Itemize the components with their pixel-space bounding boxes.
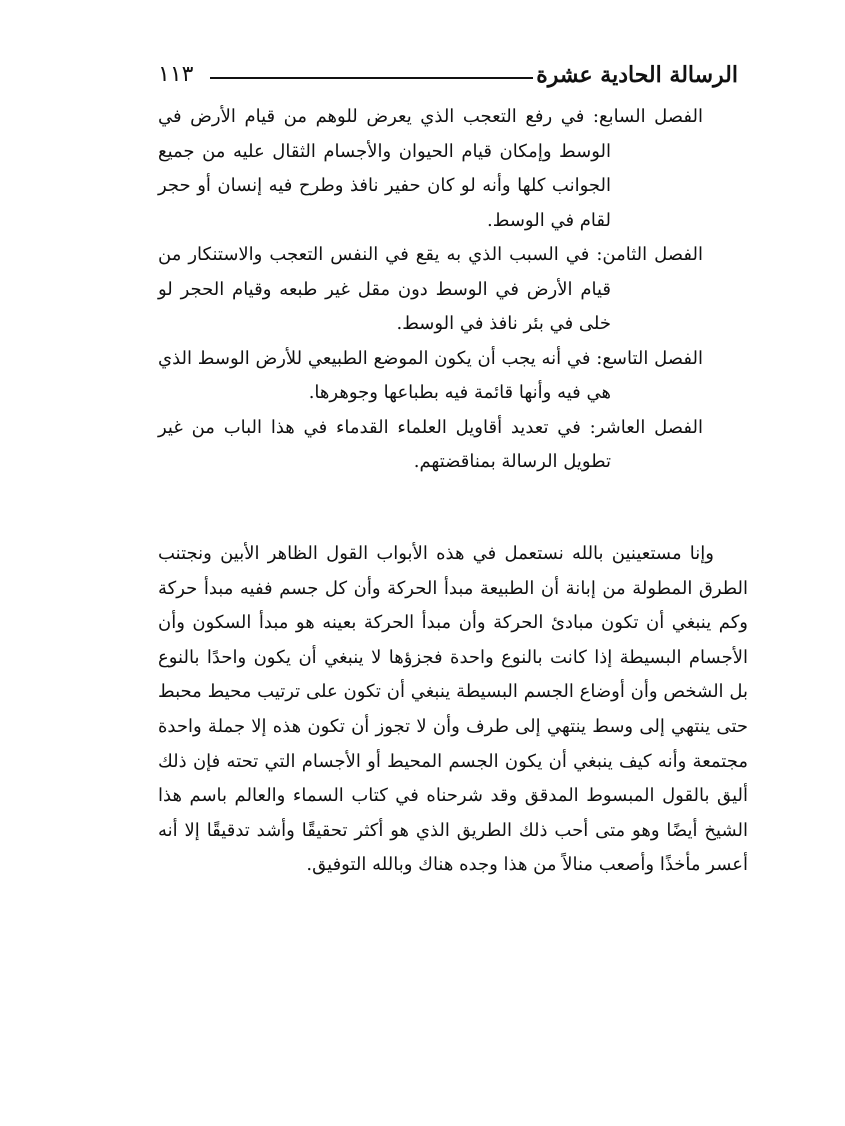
chapter-entry-10: [158, 411, 703, 480]
chapter-entry-9: [158, 342, 703, 411]
page-number: ١١٣: [158, 62, 194, 87]
chapter-text: الفصل السابع: في رفع التعجب الذي يعرض للوهم من قيام الأرض في الوسط وإمكان قيام الحيوان والأجسام الثقال عليه من جميع الجوانب كلها وأنه لو كان حفير نافذ وطرح فيه إنسان أو حجر لقام في الوسط.: [158, 106, 703, 231]
chapter-entry-8: [158, 238, 703, 342]
chapter-text: الفصل التاسع: في أنه يجب أن يكون الموضع الطبيعي للأرض الوسط الذي هي فيه وأنها قائمة فيه بطباعها وجوهرها.: [158, 347, 703, 403]
chapter-text: الفصل العاشر: في تعديد أقاويل العلماء القدماء في هذا الباب من غير تطويل الرسالة بمناقضتهم.: [158, 416, 703, 472]
chapter-list: [158, 100, 703, 480]
running-header: [158, 58, 738, 94]
header-rule: [210, 77, 533, 79]
header-title: الرسالة الحادية عشرة: [536, 62, 738, 88]
chapter-text: الفصل الثامن: في السبب الذي به يقع في النفس التعجب والاستنكار من قيام الأرض في الوسط دون مقل غير طبعه وقيام الحجر لو خلى في بئر نافذ في الوسط.: [158, 244, 703, 334]
chapter-entry-7: [158, 100, 703, 238]
body-paragraph: وإنا مستعينين بالله نستعمل في هذه الأبواب القول الظاهر الأبين ونجتنب الطرق المطولة من إبانة أن الطبيعة مبدأ الحركة وأن كل جسم ففيه مبدأ حركة وكم ينبغي أن تكون مبادئ الحركة وأن مبدأ الحركة بعينه هو مبدأ السكون وأن الأجسام البسيطة إذا كانت بالنوع واحدة فجزؤها لا ينبغي أن يكون واحدًا بالنوع بل الشخص وأن أوضاع الجسم البسيطة ينبغي أن تكون على ترتيب محيط محبط حتى ينتهي إلى وسط ينتهي إلى طرف وأن لا تجوز أن تكون هذه إلا جملة واحدة مجتمعة وأنه كيف ينبغي أن يكون الجسم المحيط أو الأجسام التي تحته فإن ذلك أليق بالقول المبسوط المدقق وقد شرحناه في كتاب السماء والعالم باسم هذا الشيخ أيضًا وهو متى أحب ذلك الطريق الذي هو أكثر تحقيقًا وأشد تدقيقًا إلا أنه أعسر مأخذًا وأصعب منالاً من هذا وجده هناك وبالله التوفيق.: [158, 543, 748, 876]
